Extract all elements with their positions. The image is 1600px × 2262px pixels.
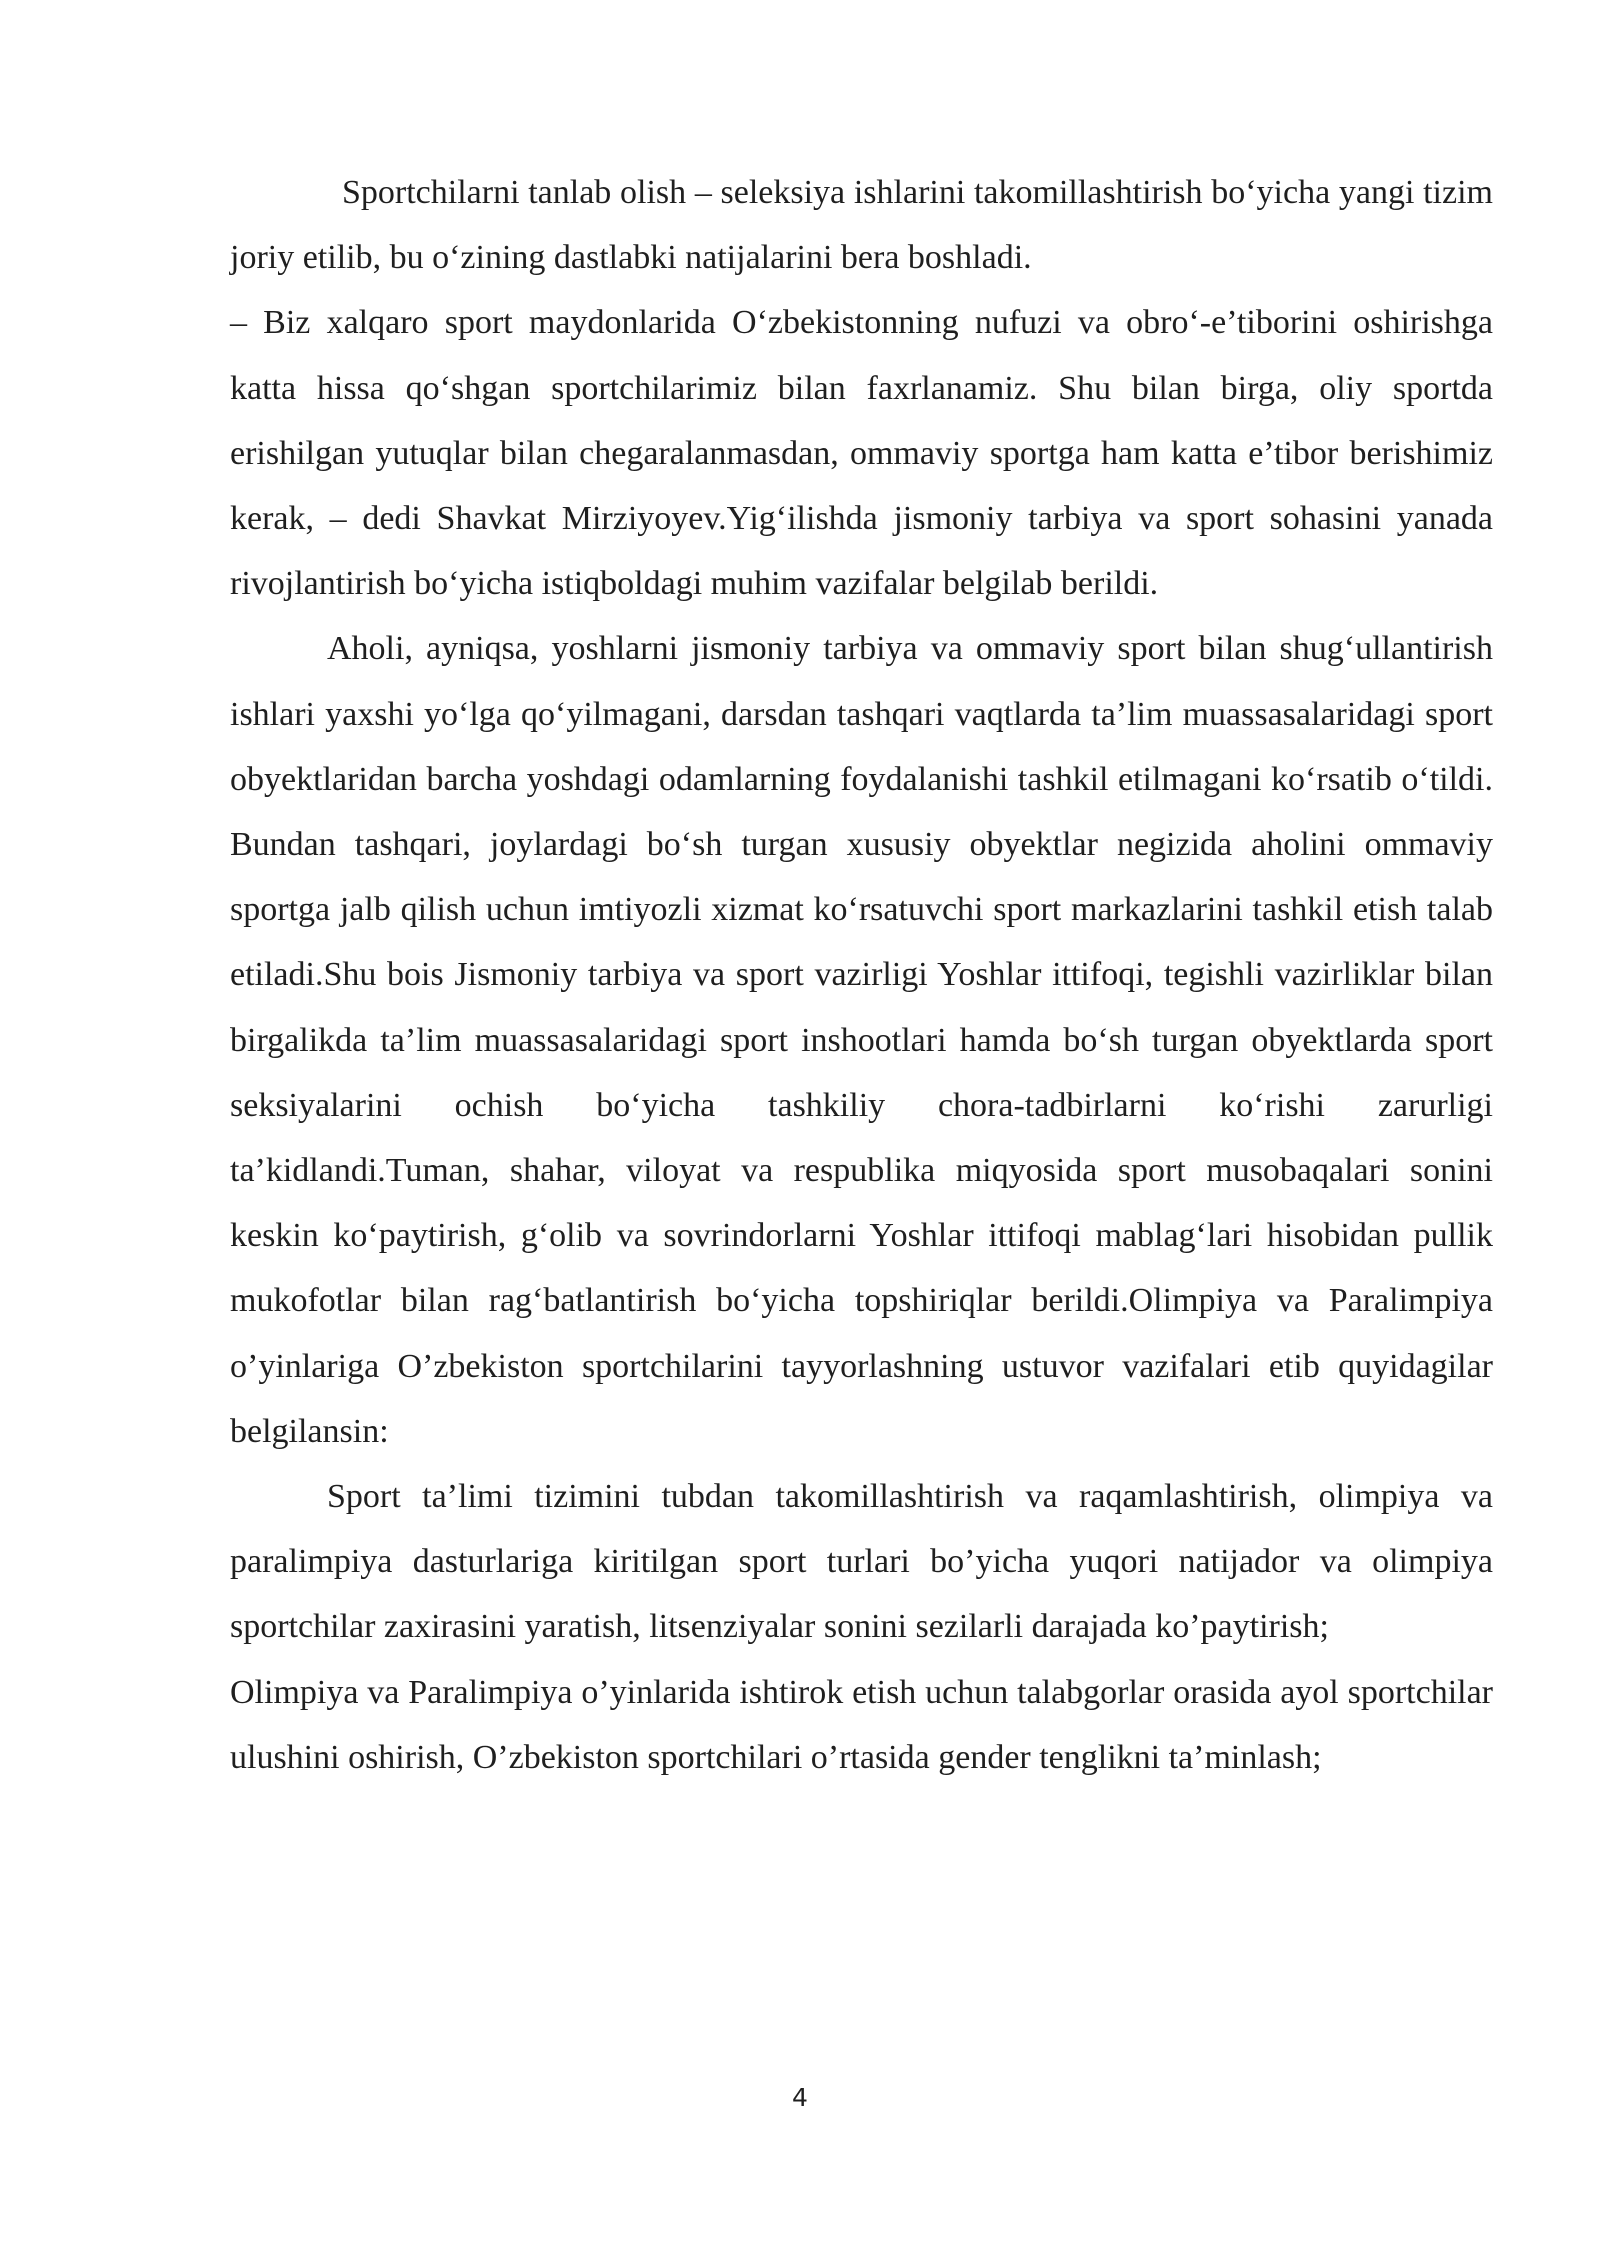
document-body	[230, 160, 1493, 1790]
paragraph-president-quote: – Biz xalqaro sport maydonlarida O‘zbekistonning nufuzi va obro‘-e’tiborini oshirishga katta hissa qo‘shgan sportchilarimiz bilan faxrlanamiz. Shu bilan birga, oliy sportda erishilgan yutuqlar bilan chegaralanmasdan, ommaviy sportga ham katta e’tibor berishimiz kerak, – dedi Shavkat Mirziyoyev.Yig‘ilishda jismoniy tarbiya va sport sohasini yanada rivojlantirish bo‘yicha istiqboldagi muhim vazifalar belgilab berildi.	[230, 304, 1493, 603]
paragraph-selection-system: Sportchilarni tanlab olish – seleksiya ishlarini takomillashtirish bo‘yicha yangi tizim joriy etilib, bu o‘zining dastlabki natijalarini bera boshladi.	[230, 174, 1493, 277]
paragraph-mass-sport: Aholi, ayniqsa, yoshlarni jismoniy tarbiya va ommaviy sport bilan shug‘ullantirish ishlari yaxshi yo‘lga qo‘yilmagani, darsdan tashqari vaqtlarda ta’lim muassasalaridagi sport obyektlaridan barcha yoshdagi odamlarning foydalanishi tashkil etilmagani ko‘rsatib o‘tildi. Bundan tashqari, joylardagi bo‘sh turgan xususiy obyektlar negizida aholini ommaviy sportga jalb qilish uchun imtiyozli xizmat ko‘rsatuvchi sport markazlarini tashkil etish talab etiladi.Shu bois Jismoniy tarbiya va sport vazirligi Yoshlar ittifoqi, tegishli vazirliklar bilan birgalikda ta’lim muassasalaridagi sport inshootlari hamda bo‘sh turgan obyektlarda sport seksiyalarini ochish bo‘yicha tashkiliy chora-tadbirlarni ko‘rishi zarurligi ta’kidlandi.Tuman, shahar, viloyat va respublika miqyosida sport musobaqalari sonini keskin ko‘paytirish, g‘olib va sovrindorlarni Yoshlar ittifoqi mablag‘lari hisobidan pullik mukofotlar bilan rag‘batlantirish bo‘yicha topshiriqlar berildi.Olimpiya va Paralimpiya o’yinlariga O’zbekiston sportchilarini tayyorlashning ustuvor vazifalari etib quyidagilar belgilansin:	[230, 630, 1493, 1450]
paragraph-sport-education: Sport ta’limi tizimini tubdan takomillashtirish va raqamlashtirish, olimpiya va paralimpiya dasturlariga kiritilgan sport turlari bo’yicha yuqori natijador va olimpiya sportchilar zaxirasini yaratish, litsenziyalar sonini sezilarli darajada ko’paytirish;	[230, 1478, 1493, 1646]
paragraph-gender-equality: Olimpiya va Paralimpiya o’yinlarida ishtirok etish uchun talabgorlar orasida ayol sportchilar ulushini oshirish, O’zbekiston sportchilari o’rtasida gender tenglikni ta’minlash;	[230, 1673, 1493, 1776]
page-number: 4	[792, 2083, 808, 2112]
